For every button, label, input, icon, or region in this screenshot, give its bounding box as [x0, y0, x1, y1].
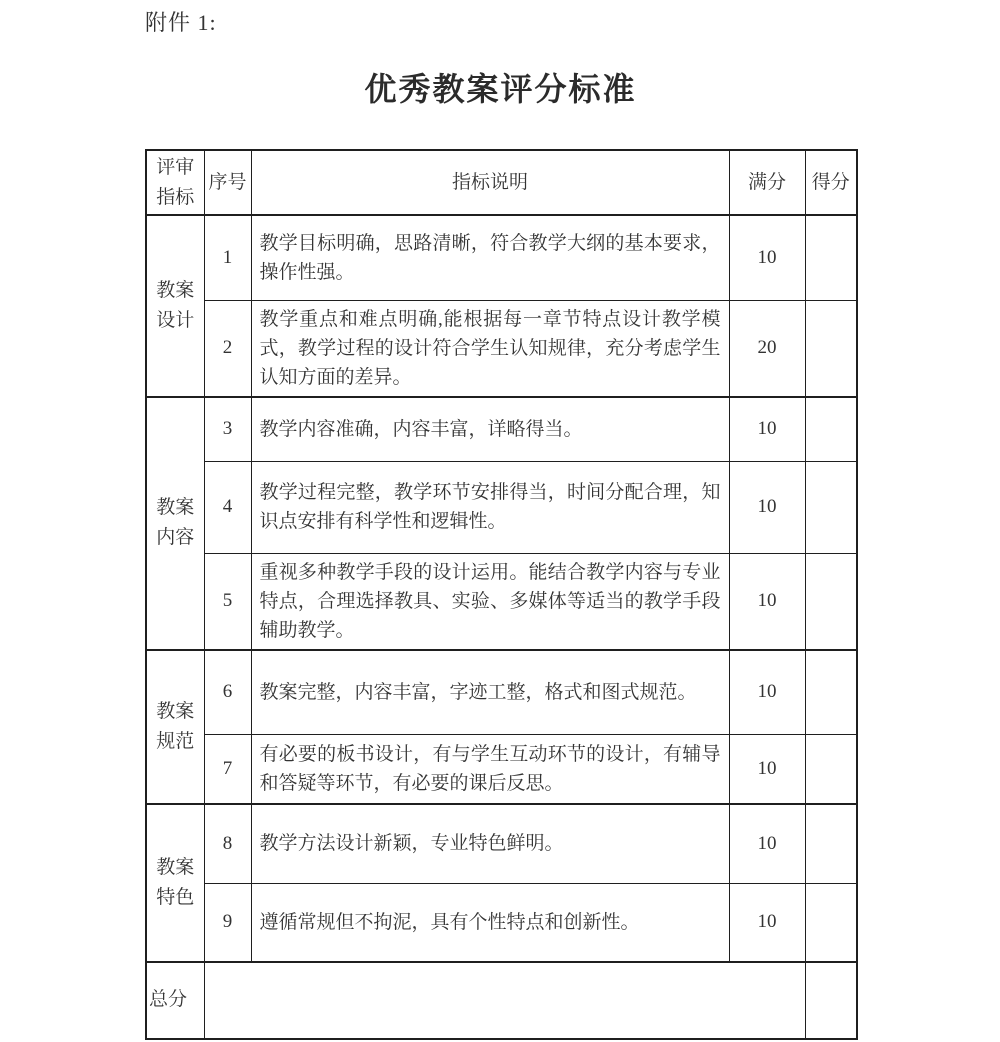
indicator-description: 遵循常规但不拘泥，具有个性特点和创新性。: [251, 884, 729, 962]
row-number: 9: [204, 884, 251, 962]
indicator-description: 教学重点和难点明确,能根据每一章节特点设计教学模式，教学过程的设计符合学生认知规律，充分考虑学生认知方面的差异。: [251, 300, 729, 397]
category-cell-content: 教案内容: [146, 397, 204, 650]
page-title: 优秀教案评分标准: [364, 71, 637, 107]
row-number: 3: [204, 397, 251, 461]
score-cell: [805, 397, 857, 461]
table-row: [146, 884, 857, 962]
table-row: [146, 735, 857, 804]
col-header-full-score: 满分: [729, 150, 805, 215]
scoring-criteria-table: [145, 149, 858, 1040]
score-cell: [805, 884, 857, 962]
col-header-score: 得分: [805, 150, 857, 215]
table-header-row: [146, 150, 857, 215]
indicator-description: 教学过程完整，教学环节安排得当，时间分配合理，知识点安排有科学性和逻辑性。: [251, 461, 729, 553]
score-cell: [805, 300, 857, 397]
indicator-description: 重视多种教学手段的设计运用。能结合教学内容与专业特点，合理选择教具、实验、多媒体等适当的教学手段辅助教学。: [251, 553, 729, 650]
full-score-value: 10: [729, 461, 805, 553]
category-cell-standard: 教案规范: [146, 650, 204, 804]
row-number: 2: [204, 300, 251, 397]
score-cell: [805, 553, 857, 650]
score-cell: [805, 650, 857, 735]
table-row: [146, 804, 857, 884]
table-row: [146, 215, 857, 300]
full-score-value: 20: [729, 300, 805, 397]
table-row: [146, 650, 857, 735]
category-cell-feature: 教案特色: [146, 804, 204, 962]
score-cell: [805, 215, 857, 300]
full-score-value: 10: [729, 650, 805, 735]
score-cell: [805, 461, 857, 553]
col-header-category: 评审指标: [146, 150, 204, 215]
total-label: 总分: [146, 962, 204, 1039]
row-number: 5: [204, 553, 251, 650]
total-score-cell: [805, 962, 857, 1039]
row-number: 8: [204, 804, 251, 884]
col-header-number: 序号: [204, 150, 251, 215]
table-row: [146, 461, 857, 553]
total-value-cell: [204, 962, 805, 1039]
full-score-value: 10: [729, 735, 805, 804]
indicator-description: 教案完整，内容丰富，字迹工整，格式和图式规范。: [251, 650, 729, 735]
full-score-value: 10: [729, 215, 805, 300]
table-row: [146, 553, 857, 650]
full-score-value: 10: [729, 804, 805, 884]
attachment-label: 附件 1:: [145, 10, 217, 35]
score-cell: [805, 804, 857, 884]
indicator-description: 有必要的板书设计，有与学生互动环节的设计，有辅导和答疑等环节，有必要的课后反思。: [251, 735, 729, 804]
row-number: 4: [204, 461, 251, 553]
table-row: [146, 300, 857, 397]
table-row: [146, 397, 857, 461]
indicator-description: 教学方法设计新颖，专业特色鲜明。: [251, 804, 729, 884]
category-cell-design: 教案设计: [146, 215, 204, 397]
col-header-description: 指标说明: [251, 150, 729, 215]
indicator-description: 教学内容准确，内容丰富，详略得当。: [251, 397, 729, 461]
row-number: 7: [204, 735, 251, 804]
row-number: 1: [204, 215, 251, 300]
row-number: 6: [204, 650, 251, 735]
full-score-value: 10: [729, 397, 805, 461]
score-cell: [805, 735, 857, 804]
indicator-description: 教学目标明确，思路清晰，符合教学大纲的基本要求，操作性强。: [251, 215, 729, 300]
total-row: [146, 962, 857, 1039]
full-score-value: 10: [729, 553, 805, 650]
full-score-value: 10: [729, 884, 805, 962]
